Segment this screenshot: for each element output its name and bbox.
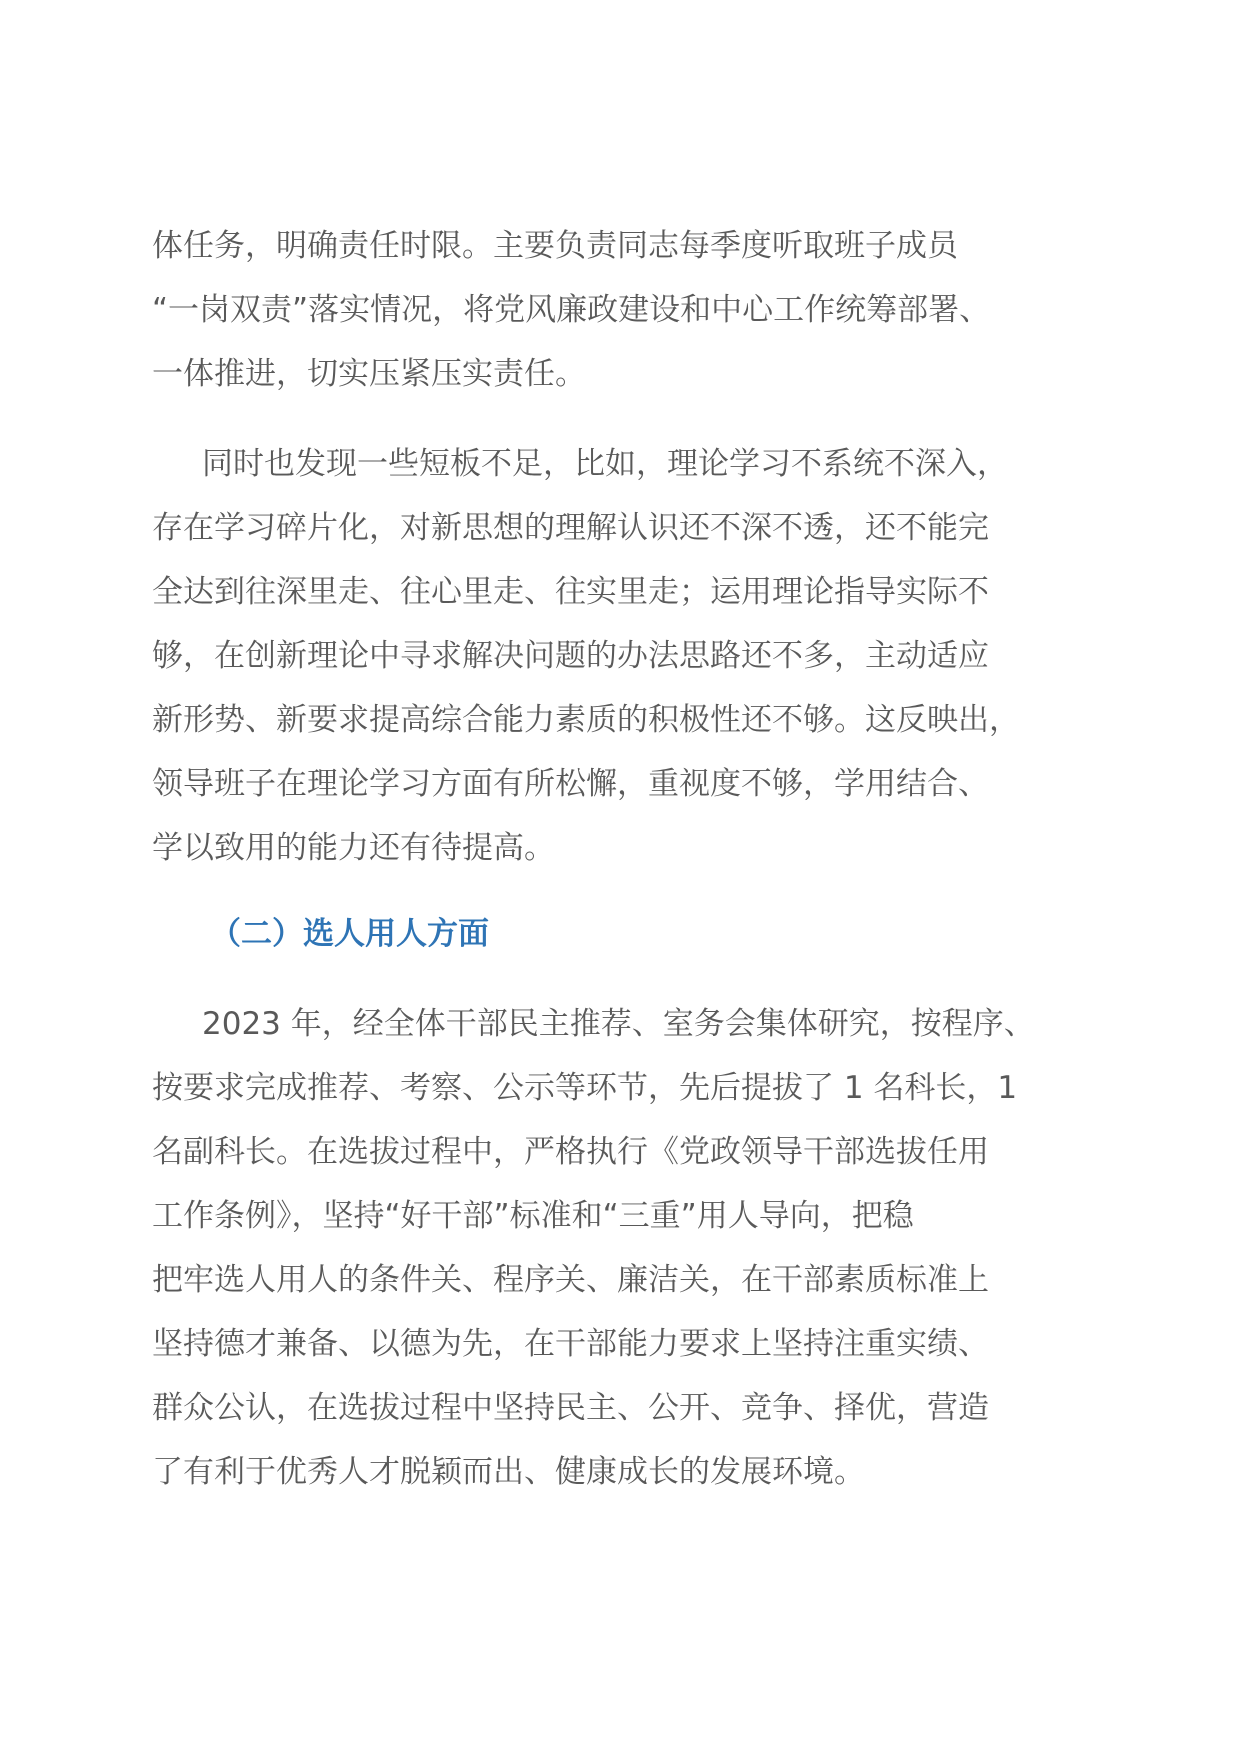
section-heading: （二）选人用人方面: [210, 916, 489, 952]
text-line: “一岗双责”落实情况，将党风廉政建设和中心工作统筹部署、: [152, 292, 991, 328]
document-body: [152, 214, 1112, 1504]
text-line: 新形势、新要求提高综合能力素质的积极性还不够。这反映出，: [152, 702, 1020, 738]
text-line: 了有利于优秀人才脱颖而出、健康成长的发展环境。: [152, 1454, 865, 1490]
text-line: 全达到往深里走、往心里走、往实里走；运用理论指导实际不: [152, 574, 989, 610]
paragraph-continued: [152, 214, 1112, 406]
text-line: 存在学习碎片化，对新思想的理解认识还不深不透，还不能完: [152, 510, 989, 546]
text-line: 2023 年，经全体干部民主推荐、室务会集体研究，按程序、: [202, 1006, 1035, 1042]
text-line: 体任务，明确责任时限。主要负责同志每季度听取班子成员: [152, 228, 958, 264]
text-line: 坚持德才兼备、以德为先，在干部能力要求上坚持注重实绩、: [152, 1326, 989, 1362]
paragraph-selection: [152, 992, 1112, 1504]
text-line: 一体推进，切实压紧压实责任。: [152, 356, 586, 392]
text-line: 把牢选人用人的条件关、程序关、廉洁关，在干部素质标准上: [152, 1262, 989, 1298]
text-line: 学以致用的能力还有待提高。: [152, 830, 555, 866]
text-line: 工作条例》，坚持“好干部”标准和“三重”用人导向，把稳: [152, 1198, 914, 1234]
paragraph-shortcomings: [152, 432, 1112, 880]
text-line: 按要求完成推荐、考察、公示等环节，先后提拔了 1 名科长，1: [152, 1070, 1018, 1106]
text-line: 群众公认，在选拔过程中坚持民主、公开、竞争、择优，营造: [152, 1390, 989, 1426]
text-line: 够，在创新理论中寻求解决问题的办法思路还不多，主动适应: [152, 638, 989, 674]
text-line: 同时也发现一些短板不足，比如，理论学习不系统不深入，: [202, 446, 1008, 482]
text-line: 名副科长。在选拔过程中，严格执行《党政领导干部选拔任用: [152, 1134, 989, 1170]
text-line: 领导班子在理论学习方面有所松懈，重视度不够，学用结合、: [152, 766, 989, 802]
